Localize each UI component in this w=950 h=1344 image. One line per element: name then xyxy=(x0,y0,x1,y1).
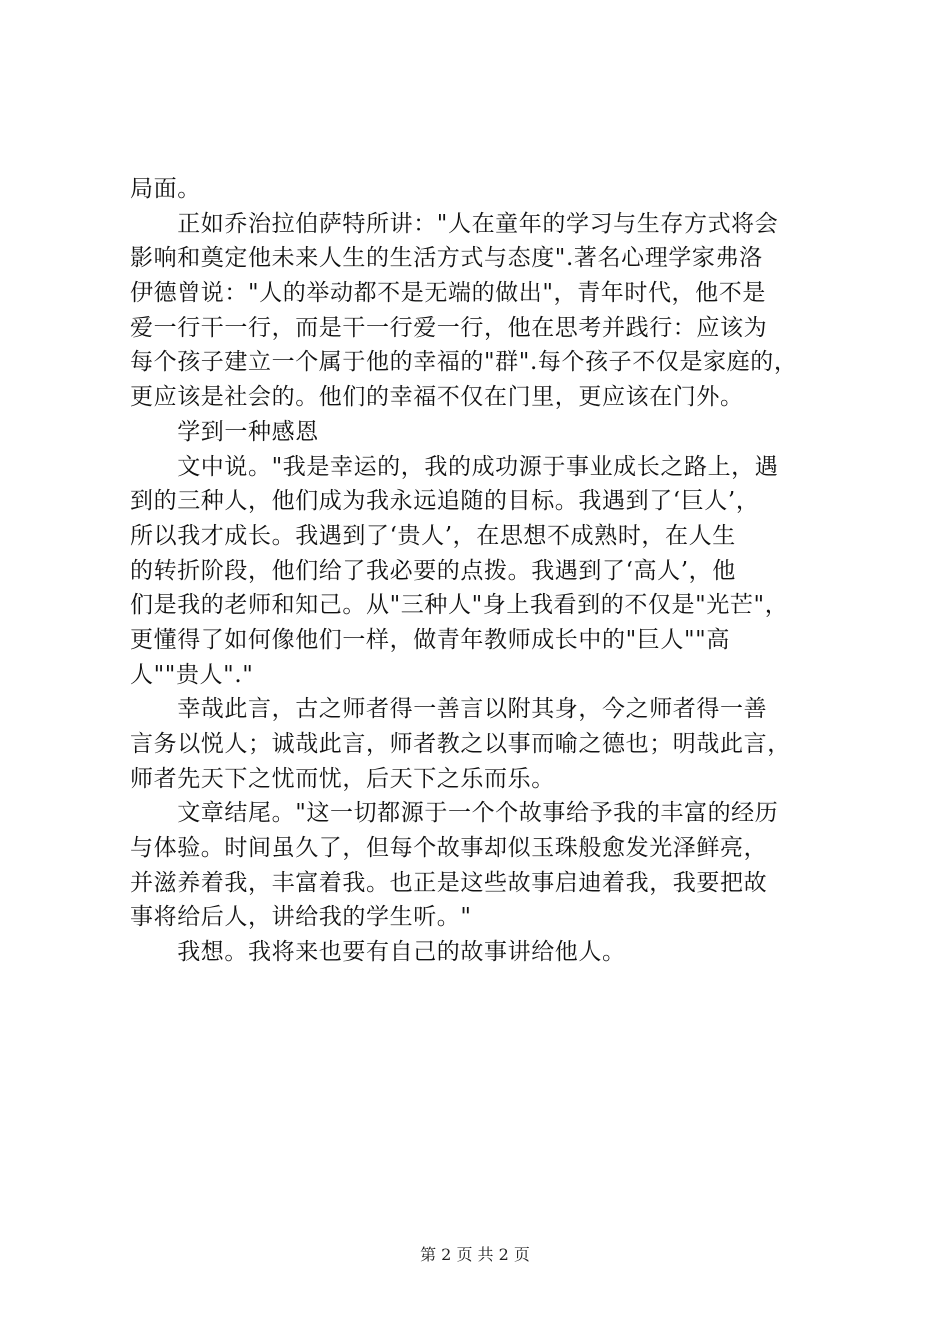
document-body xyxy=(130,172,835,970)
text-line: 并滋养着我，丰富着我。也正是这些故事启迪着我，我要把故 xyxy=(130,869,768,896)
text-line: 伊德曾说："人的举动都不是无端的做出"，青年时代，他不是 xyxy=(130,280,766,307)
text-line: 文中说。"我是幸运的，我的成功源于事业成长之路上，遇 xyxy=(130,453,779,480)
text-line: 文章结尾。"这一切都源于一个个故事给予我的丰富的经历 xyxy=(130,800,779,827)
text-line: 师者先天下之忧而忧，后天下之乐而乐。 xyxy=(130,765,555,792)
section-heading: 学到一种感恩 xyxy=(130,418,319,445)
text-line: 我想。我将来也要有自己的故事讲给他人。 xyxy=(130,939,626,966)
text-line: 的转折阶段，他们给了我必要的点拨。我遇到了‘高人’，他 xyxy=(130,557,736,584)
page-number-label: 第 2 页 共 2 页 xyxy=(420,1245,530,1264)
text-line: 事将给后人，讲给我的学生听。" xyxy=(130,904,472,931)
text-line: 更应该是社会的。他们的幸福不仅在门里，更应该在门外。 xyxy=(130,384,744,411)
text-line: 言务以悦人；诚哉此言，师者教之以事而喻之德也；明哉此言， xyxy=(130,731,791,757)
text-line: 人""贵人"." xyxy=(130,661,254,688)
text-line: 幸哉此言，古之师者得一善言以附其身，今之师者得一善 xyxy=(130,696,768,723)
text-line: 更懂得了如何像他们一样，做青年教师成长中的"巨人""高 xyxy=(130,626,730,653)
text-line: 到的三种人，他们成为我永远追随的目标。我遇到了‘巨人’， xyxy=(130,488,760,515)
text-line: 爱一行干一行，而是干一行爱一行，他在思考并践行：应该为 xyxy=(130,314,768,341)
text-line: 所以我才成长。我遇到了‘贵人’，在思想不成熟时，在人生 xyxy=(130,522,736,549)
text-line: 正如乔治拉伯萨特所讲："人在童年的学习与生存方式将会 xyxy=(130,210,779,237)
text-line: 们是我的老师和知己。从"三种人"身上我看到的不仅是"光芒"， xyxy=(130,592,789,619)
text-line: 影响和奠定他未来人生的生活方式与态度".著名心理学家弗洛 xyxy=(130,245,763,272)
text-line: 局面。 xyxy=(130,176,201,202)
page-footer xyxy=(0,1243,950,1267)
text-line: 每个孩子建立一个属于他的幸福的"群".每个孩子不仅是家庭的， xyxy=(130,349,798,376)
text-line: 与体验。时间虽久了，但每个故事却似玉珠般愈发光泽鲜亮， xyxy=(130,835,768,862)
